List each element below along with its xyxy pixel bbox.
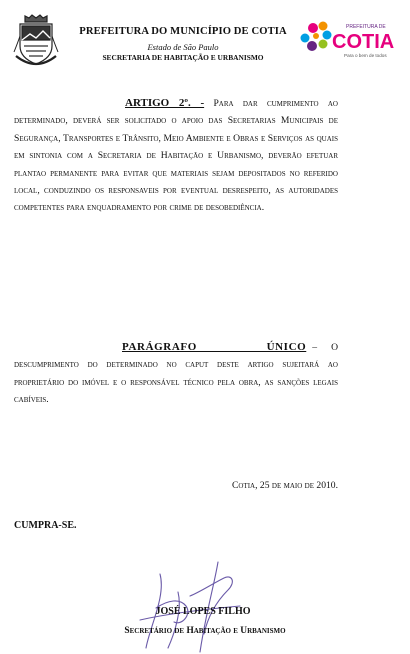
signatory-name: JOSÉ LOPES FILHO (155, 606, 251, 617)
page-title: PREFEITURA DO MUNICÍPIO DE COTIA (79, 26, 287, 37)
handwritten-signature (120, 556, 270, 654)
secretaria-subtitle: SECRETARIA DE HABITAÇÃO E URBANISMO (102, 53, 264, 62)
state-subtitle: Estado de São Paulo (147, 42, 219, 52)
cotia-brand-logo (298, 16, 404, 74)
brand-prefix: PREFEITURA DE (346, 24, 386, 30)
article-2-paragraph (14, 95, 338, 217)
signatory-role: Secretário de Habitação e Urbanismo (124, 626, 286, 636)
brand-flower-icon (301, 22, 332, 52)
paragraph-text: O descumprimento do determinado no caput deste artigo sujeitará ao proprietário do imóvel e o responsável técnico pela obra, as sanções legais cabíveis. (14, 342, 338, 406)
municipal-coat-of-arms-icon (12, 12, 60, 70)
article-text: Para dar cumprimento ao determinado, deverá ser solicitado o apoio das Secretarias Municipais de Segurança, Transportes e Trânsito, Meio Ambiente e Obras e Serviços as quais em sintonia com a Secretaria de Habitação e Urbanismo, deverão efetuar plantao permanente para evitar que materiais sejam depositados no referido local, conduzindo os responsaveis por eventual desrespeito, as autoridades competentes para enquadramento por crime de desobediência. (14, 98, 338, 214)
date-line: Cotia, 25 de maio de 2010. (231, 480, 338, 491)
paragraph-separator: – (312, 342, 318, 353)
paragraph-heading: PARÁGRAFO ÚNICO (122, 341, 307, 353)
brand-name: COTIA (332, 31, 395, 53)
paragrafo-unico-paragraph (14, 339, 338, 409)
closing-text: CUMPRA-SE. (14, 520, 77, 531)
article-heading: ARTIGO 2º. - (125, 97, 205, 109)
brand-tagline: Para o bem de todos (344, 53, 387, 58)
